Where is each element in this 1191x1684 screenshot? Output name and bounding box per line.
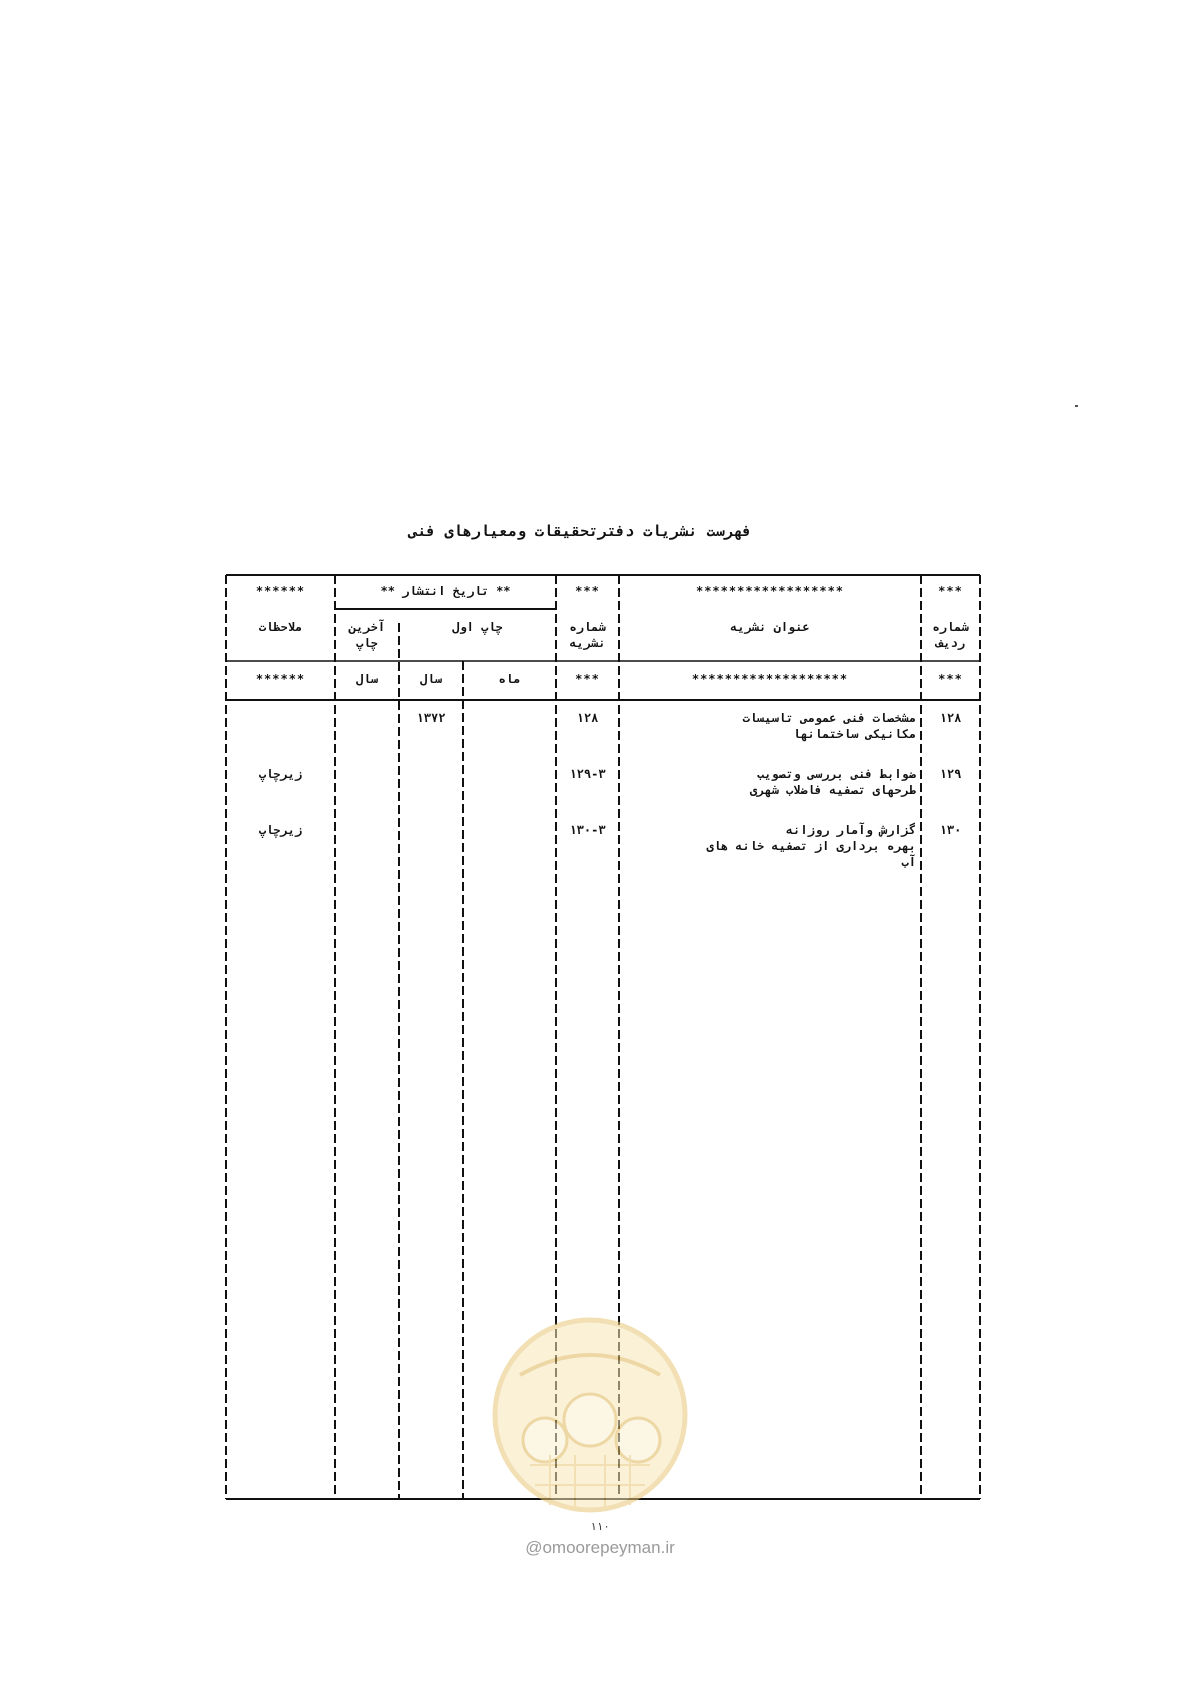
header-stars-remarks: ******	[255, 584, 306, 598]
row-pub-no: ۱۲۸	[576, 711, 599, 725]
header-stars-pub-no: ***	[575, 584, 600, 598]
row-pub-no: ۱۳۰-۳	[569, 823, 606, 837]
header-last-print: آخرین چاپ	[348, 620, 386, 650]
header-stars-row-no: ***	[938, 584, 963, 598]
row-title-line: مکانیکی ساختمانها	[793, 727, 916, 741]
row-remarks: زیرچاپ	[258, 823, 303, 837]
row-no: ۱۳۰	[939, 823, 962, 837]
subheader-stars-row-no: ***	[938, 672, 963, 686]
row-no: ۱۲۸	[939, 711, 962, 725]
subheader-stars-title: *******************	[691, 672, 849, 686]
watermark-logo	[490, 1315, 690, 1515]
watermark-site-text: @omoorepeyman.ir	[525, 1538, 675, 1557]
scan-speck	[1075, 405, 1078, 407]
header-stars-title: ******************	[695, 584, 845, 598]
page-number: ۱۱۰	[590, 1520, 610, 1533]
header-pub-no: شماره نشریه	[569, 620, 606, 650]
row-remarks: زیرچاپ	[258, 767, 303, 781]
row-year-first: ۱۳۷۲	[416, 711, 446, 725]
header-remarks: ملاحظات	[258, 620, 303, 634]
subheader-year-first: سال	[420, 672, 442, 686]
publication-date-header: ** تاریخ انتشار **	[380, 584, 511, 598]
subheader-stars-pub-no: ***	[575, 672, 600, 686]
row-no: ۱۲۹	[939, 767, 962, 781]
subheader-year-last: سال	[356, 672, 378, 686]
subheader-month: ماه	[498, 672, 521, 686]
header-title: عنوان نشریه	[730, 620, 810, 634]
row-pub-no: ۱۲۹-۳	[569, 767, 606, 781]
subheader-stars-remarks: ******	[255, 672, 306, 686]
row-title-line: بهره برداری از تصفیه خانه های	[706, 839, 916, 853]
header-first-print: چاپ اول	[452, 620, 503, 634]
header-row-no: شماره ردیف	[932, 620, 969, 650]
row-title-line: طرحهای تصفیه فاضلاب شهری	[749, 783, 916, 797]
page-title: فهرست نشریات دفترتحقیقات ومعیارهای فنی	[408, 522, 752, 540]
row-title-line: مشخصات فنی عمومی تاسیسات	[742, 711, 916, 725]
row-title-line: ضوابط فنی بررسی وتصویب	[757, 767, 916, 781]
row-title-line: آب	[901, 855, 916, 869]
row-title-line: گزارش وآمار روزانه	[785, 823, 916, 837]
